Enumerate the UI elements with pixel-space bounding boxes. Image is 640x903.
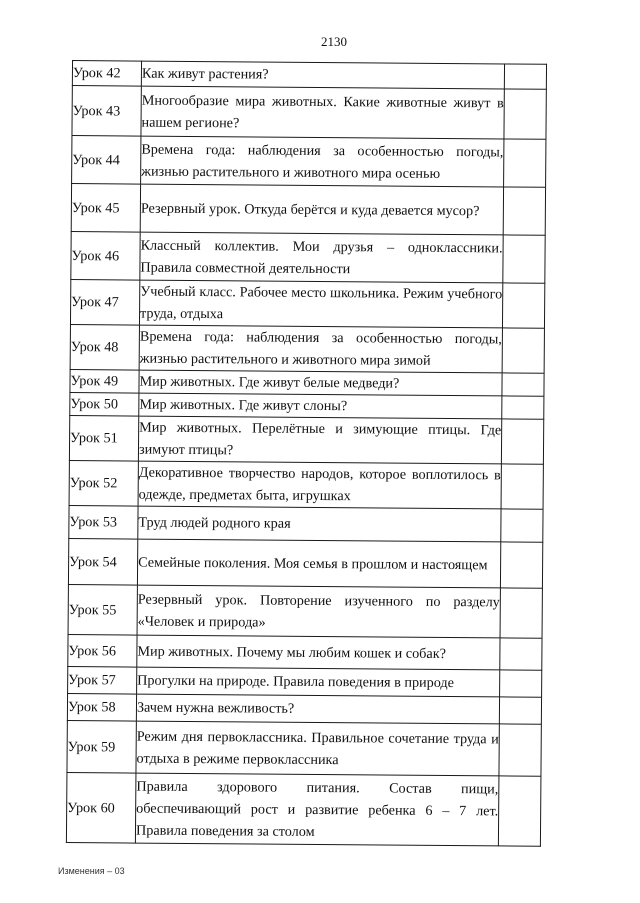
table-row	[70, 393, 544, 420]
empty-cell	[501, 419, 543, 464]
lesson-number: Урок 51	[69, 416, 138, 462]
lessons-table	[66, 60, 547, 847]
empty-cell	[502, 283, 544, 328]
lesson-topic: Мир животных. Где живут слоны?	[139, 393, 502, 419]
lesson-number: Урок 47	[70, 280, 139, 326]
lesson-number: Урок 55	[68, 585, 137, 636]
table-row	[67, 721, 541, 777]
lesson-topic: Мир животных. Где живут белые медведи?	[139, 370, 502, 396]
lesson-topic: Мир животных. Перелётные и зимующие птицы. Где зимуют птицы?	[138, 416, 501, 464]
lesson-topic: Режим дня первоклассника. Правильное сочетание труда и отдыха в режиме первоклассника	[136, 721, 499, 776]
table-row	[70, 280, 544, 329]
empty-cell	[503, 235, 545, 283]
lesson-number: Урок 57	[68, 667, 137, 695]
empty-cell	[504, 64, 546, 89]
empty-cell	[504, 139, 546, 187]
lesson-topic: Учебный класс. Рабочее место школьника. Режим учебного труда, отдыха	[139, 280, 502, 328]
empty-cell	[502, 396, 544, 419]
lesson-topic: Времена года: наблюдения за особенностью погоды, жизнью растительного и животного мира зимой	[139, 325, 502, 373]
table-row	[72, 86, 546, 140]
empty-cell	[499, 724, 541, 776]
empty-cell	[502, 328, 544, 373]
lesson-topic: Резервный урок. Откуда берётся и куда девается мусор?	[140, 184, 503, 235]
empty-cell	[501, 464, 543, 509]
empty-cell	[498, 776, 541, 846]
lesson-topic: Времена года: наблюдения за особенностью погоды, жизнью растительного и животного мира осенью	[141, 136, 504, 187]
lesson-topic: Труд людей родного края	[138, 506, 501, 542]
empty-cell	[499, 697, 541, 724]
lesson-number: Урок 60	[66, 773, 136, 844]
table-row	[67, 694, 541, 725]
lesson-topic: Мир животных. Почему мы любим кошек и собак?	[137, 635, 500, 670]
table-row	[69, 461, 543, 510]
footer-revision: Изменения – 03	[58, 866, 125, 876]
empty-cell	[500, 670, 542, 697]
lesson-topic: Прогулки на природе. Правила поведения в природе	[137, 667, 500, 697]
table-row	[72, 61, 546, 90]
empty-cell	[500, 588, 542, 638]
lesson-topic: Семейные поколения. Моя семья в прошлом и настоящем	[137, 539, 500, 588]
empty-cell	[500, 638, 542, 670]
table-row	[71, 232, 545, 284]
lesson-number: Урок 52	[69, 461, 138, 507]
table-row	[72, 136, 546, 188]
lesson-topic: Многообразие мира животных. Какие животные живут в нашем регионе?	[141, 86, 504, 139]
lesson-topic: Зачем нужна вежливость?	[136, 694, 499, 724]
lesson-topic: Декоративное творчество народов, которое воплотилось в одежде, предметах быта, игрушках	[138, 461, 501, 509]
lesson-number: Урок 49	[70, 370, 139, 394]
lesson-number: Урок 54	[68, 539, 137, 586]
lesson-topic: Резервный урок. Повторение изученного по разделу «Человек и природа»	[137, 585, 500, 638]
lesson-number: Урок 44	[72, 136, 141, 185]
table-row	[68, 635, 542, 671]
lesson-number: Урок 59	[67, 721, 136, 774]
lesson-number: Урок 46	[71, 232, 140, 281]
lesson-number: Урок 58	[67, 694, 136, 722]
lesson-topic: Как живут растения?	[141, 61, 504, 89]
lesson-topic: Правила здорового питания. Состав пищи, обеспечивающий рост и развитие ребенка 6 – 7 лет. Правила поведения за столом	[135, 773, 499, 846]
table-row	[71, 184, 545, 236]
table-row	[68, 539, 542, 589]
lesson-number: Урок 43	[72, 86, 141, 137]
lesson-topic: Классный коллектив. Мои друзья – одноклассники. Правила совместной деятельности	[140, 232, 503, 283]
lesson-number: Урок 50	[70, 393, 139, 417]
table-row	[70, 325, 544, 374]
lesson-number: Урок 42	[72, 61, 141, 87]
table-row	[68, 585, 542, 639]
lesson-number: Урок 48	[70, 325, 139, 371]
lesson-number: Урок 56	[68, 635, 137, 668]
lesson-number: Урок 53	[69, 506, 138, 540]
table-row	[68, 667, 542, 698]
lesson-number: Урок 45	[71, 184, 140, 233]
empty-cell	[504, 89, 546, 139]
table-row	[69, 506, 543, 543]
table-row	[69, 416, 543, 465]
table-row	[66, 773, 541, 847]
empty-cell	[501, 509, 543, 542]
page-number: 2130	[321, 34, 347, 49]
empty-cell	[500, 542, 542, 588]
table-row	[70, 370, 544, 397]
empty-cell	[502, 373, 544, 396]
empty-cell	[503, 187, 545, 235]
